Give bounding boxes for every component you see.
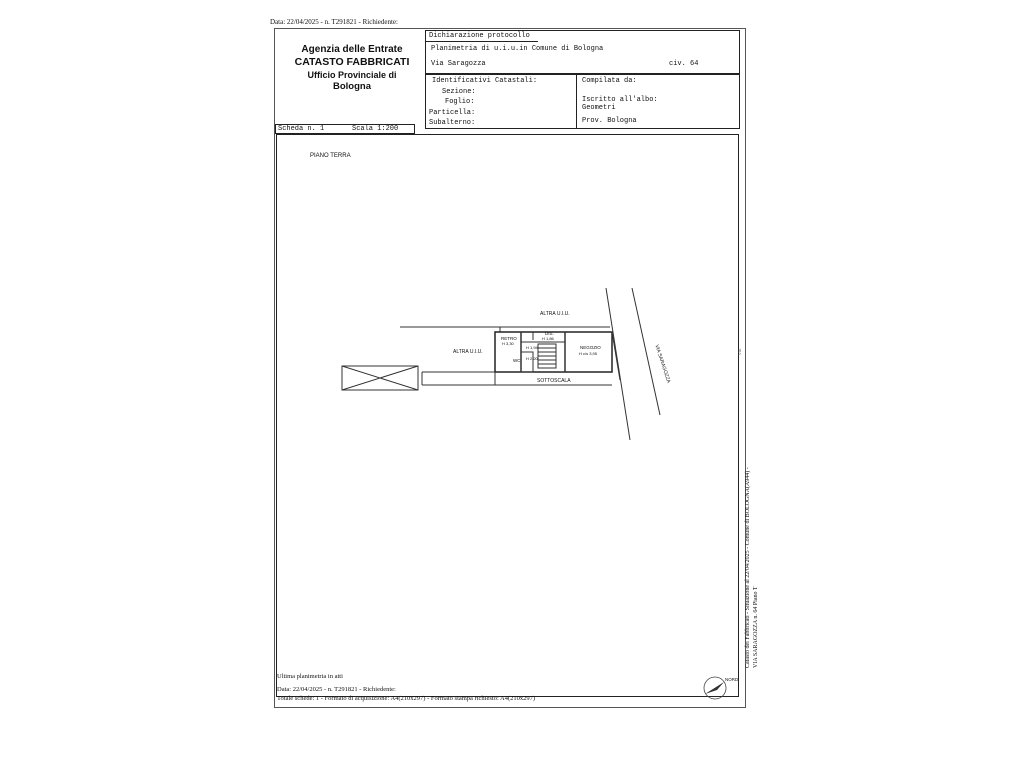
compilata-title: Compilata da: (582, 77, 637, 85)
subalterno-label: Subalterno: (429, 119, 476, 127)
compilata-box (576, 74, 740, 129)
ufficio-label: Ufficio Provinciale di (307, 70, 397, 80)
agency-name: Agenzia delle Entrate (301, 44, 403, 55)
edge-mark: VIA (737, 348, 742, 355)
sottoscala-label: SOTTOSCALA (537, 378, 571, 384)
iscritto-label: Iscritto all'albo: (582, 96, 658, 104)
altra-uiu-left: ALTRA U.I.U. (453, 349, 483, 355)
catasto-title: CATASTO FABBRICATI (294, 56, 410, 68)
dis-label: DIS. (545, 331, 554, 336)
side-text-line2: VIA SARAGOZZA n. 64 Piano T (753, 586, 759, 668)
retro-height: H 3,30 (502, 341, 514, 346)
footer-date: Data: 22/04/2025 - n. T291821 - Richiedente: (277, 686, 396, 693)
dis-height: H 1,86 (542, 336, 554, 341)
scheda-box (275, 124, 415, 134)
altra-uiu-top: ALTRA U.I.U. (540, 311, 570, 317)
sezione-label: Sezione: (442, 88, 476, 96)
scheda-number: Scheda n. 1 (278, 125, 325, 133)
street-name-label: VIA SARAGOZZA (653, 344, 672, 384)
civic-number: civ. 64 (669, 60, 699, 68)
side-text-line1: Catasto dei Fabbricati - Situazione al 22/04/2025 - Comune di BOLOGNA(A944) - (745, 467, 751, 668)
h1-label: H 1,94 (526, 345, 538, 350)
footer-totale: Totale schede: 1 - Formato di acquisizione: A4(210x297) - Formato stampa richiesto: A4(210x297) (277, 695, 536, 702)
retro-label: RETRO (501, 336, 517, 341)
province-label: Prov. Bologna (582, 117, 637, 125)
geometri-label: Geometri (582, 104, 616, 112)
protocol-divider (426, 41, 538, 42)
floor-label: PIANO TERRA (310, 153, 351, 159)
identificativi-title: Identificativi Catastali: (432, 77, 538, 85)
planimetria-line: Planimetria di u.i.u.in Comune di Bologna (431, 45, 604, 53)
ultima-planimetria: Ultima planimetria in atti (277, 673, 343, 680)
negozio-height: H c/s 3,95 (579, 351, 598, 356)
city-label: Bologna (333, 81, 371, 92)
foglio-label: Foglio: (445, 98, 475, 106)
street-line: Via Saragozza (431, 60, 486, 68)
floor-plan (330, 280, 670, 440)
particella-label: Particella: (429, 109, 476, 117)
nord-label: NORD (725, 677, 739, 682)
protocol-box (425, 30, 740, 74)
scale-label: Scala 1:200 (352, 125, 399, 133)
wc-label: WC (513, 358, 521, 363)
negozio-label: NEGOZIO (580, 345, 601, 350)
top-header: Data: 22/04/2025 - n. T291821 - Richiedente: (270, 18, 398, 26)
agency-block (282, 44, 422, 92)
identificativi-box (425, 74, 577, 129)
protocol-title: Dichiarazione protocollo (429, 32, 530, 40)
h2-label: H 2,20 (526, 356, 538, 361)
